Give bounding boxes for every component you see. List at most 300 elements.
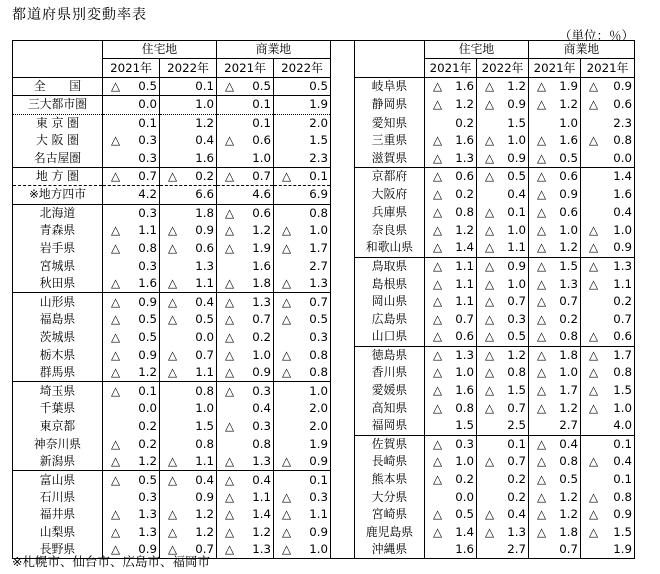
decrease-mark: △ (282, 524, 292, 539)
decrease-mark: △ (225, 347, 235, 362)
decrease-mark: △ (589, 524, 599, 539)
value-number: 0.7 (195, 347, 214, 362)
value-number: 0.2 (559, 312, 578, 327)
value-number: 1.3 (252, 542, 271, 557)
value-left (160, 453, 217, 471)
decrease-mark: △ (168, 472, 178, 487)
value-right: 0.0 (581, 149, 635, 167)
region-name-left: 福井県 (13, 506, 103, 523)
value-number: 0.8 (613, 365, 632, 380)
decrease-mark: △ (485, 383, 495, 398)
decrease-mark: △ (589, 258, 599, 273)
decrease-mark: △ (111, 240, 121, 255)
value-number: 1.1 (195, 454, 214, 469)
region-name-right: 鳥取県 (355, 257, 425, 275)
decrease-mark: △ (225, 78, 235, 93)
value-right (477, 222, 529, 239)
value-left (160, 346, 217, 364)
value-left (217, 132, 274, 149)
decrease-mark: △ (433, 365, 443, 380)
value-right (529, 96, 581, 114)
column-spacer (331, 186, 355, 204)
decrease-mark: △ (225, 418, 235, 433)
value-number: 1.6 (138, 276, 157, 291)
decrease-mark: △ (433, 436, 443, 451)
column-spacer (331, 222, 355, 239)
value-right (425, 435, 477, 453)
value-number: 1.3 (507, 524, 526, 539)
value-number: 0.5 (559, 472, 578, 487)
value-right (477, 311, 529, 328)
year-header: 2021年 (217, 59, 274, 77)
value-number: 1.2 (507, 79, 526, 94)
value-right (425, 257, 477, 275)
decrease-mark: △ (589, 223, 599, 238)
decrease-mark: △ (168, 312, 178, 327)
value-left (160, 471, 217, 489)
value-number: 0.6 (613, 329, 632, 344)
value-left: 1.5 (160, 417, 217, 435)
value-left (103, 346, 160, 364)
value-number: 0.8 (559, 329, 578, 344)
value-right (581, 96, 635, 114)
decrease-mark: △ (111, 454, 121, 469)
decrease-mark: △ (537, 489, 547, 504)
value-number: 1.3 (309, 276, 328, 291)
page-title: 都道府県別変動率表 (12, 7, 147, 23)
value-right (477, 96, 529, 114)
value-number: 1.0 (507, 276, 526, 291)
value-right (529, 204, 581, 222)
value-number: 1.0 (613, 401, 632, 415)
region-name-left: 大 阪 圏 (13, 132, 103, 149)
region-name-right: 鹿児島県 (355, 524, 425, 541)
region-name-right: 山口県 (355, 328, 425, 346)
decrease-mark: △ (485, 454, 495, 469)
value-right: 0.4 (581, 204, 635, 222)
value-left (103, 293, 160, 311)
decrease-mark: △ (537, 294, 547, 309)
value-number: 1.0 (252, 347, 271, 362)
region-name-right: 愛媛県 (355, 382, 425, 400)
decrease-mark: △ (433, 223, 443, 238)
decrease-mark: △ (433, 205, 443, 220)
value-right (529, 311, 581, 328)
value-left (103, 364, 160, 382)
decrease-mark: △ (433, 258, 443, 273)
value-left: 4.2 (103, 186, 160, 204)
value-right (425, 167, 477, 185)
value-left (160, 167, 217, 185)
region-name-right: 佐賀県 (355, 435, 425, 453)
value-number: 1.2 (252, 524, 271, 539)
decrease-mark: △ (485, 365, 495, 380)
decrease-mark: △ (282, 365, 292, 380)
region-name-right: 熊本県 (355, 471, 425, 489)
table-row (13, 364, 635, 382)
value-right (425, 400, 477, 417)
value-left (274, 541, 331, 559)
decrease-mark: △ (225, 205, 235, 220)
value-left (217, 417, 274, 435)
region-name-left: 新潟県 (13, 453, 103, 471)
value-right: 0.4 (477, 186, 529, 204)
decrease-mark: △ (537, 524, 547, 539)
value-left (103, 471, 160, 489)
decrease-mark: △ (111, 347, 121, 362)
column-spacer (331, 311, 355, 328)
region-name-left: 東 京 圏 (13, 114, 103, 132)
value-left (217, 471, 274, 489)
decrease-mark: △ (111, 294, 121, 309)
region-name-right: 宮崎県 (355, 506, 425, 523)
table-row (13, 132, 635, 149)
decrease-mark: △ (168, 347, 178, 362)
decrease-mark: △ (225, 507, 235, 522)
table-row (13, 204, 635, 222)
value-number: 1.1 (507, 240, 526, 255)
year-header: 2022年 (274, 59, 331, 77)
value-left (103, 167, 160, 185)
decrease-mark: △ (537, 312, 547, 327)
decrease-mark: △ (589, 329, 599, 344)
decrease-mark: △ (433, 276, 443, 291)
value-number: 1.0 (455, 454, 474, 469)
column-spacer (331, 293, 355, 311)
value-number: 1.1 (455, 276, 474, 291)
value-number: 1.5 (507, 383, 526, 398)
value-number: 0.6 (613, 97, 632, 112)
value-number: 1.3 (559, 276, 578, 291)
value-number: 0.2 (455, 472, 474, 487)
value-right: 0.2 (581, 293, 635, 311)
value-number: 1.7 (613, 347, 632, 362)
decrease-mark: △ (537, 365, 547, 380)
decrease-mark: △ (433, 79, 443, 94)
region-name-left: 山形県 (13, 293, 103, 311)
value-number: 1.0 (309, 542, 328, 557)
decrease-mark: △ (111, 436, 121, 451)
value-left: 1.0 (160, 400, 217, 417)
value-left (217, 77, 274, 95)
value-right (425, 364, 477, 382)
value-number: 1.1 (138, 223, 157, 238)
region-name-right: 沖縄県 (355, 541, 425, 559)
value-right: 1.9 (581, 541, 635, 559)
table-row (13, 149, 635, 167)
value-left: 2.3 (274, 149, 331, 167)
decrease-mark: △ (537, 205, 547, 220)
value-left (103, 311, 160, 328)
value-number: 1.3 (455, 150, 474, 165)
value-number: 0.3 (309, 489, 328, 504)
value-right (529, 453, 581, 471)
value-left: 0.3 (274, 328, 331, 346)
column-spacer (331, 204, 355, 222)
region-name-right: 島根県 (355, 275, 425, 293)
value-number: 0.8 (309, 365, 328, 380)
value-right (477, 524, 529, 541)
value-right (425, 96, 477, 114)
decrease-mark: △ (589, 507, 599, 522)
value-right (425, 293, 477, 311)
value-left (274, 364, 331, 382)
column-spacer (331, 149, 355, 167)
value-right (425, 77, 477, 95)
value-right (581, 222, 635, 239)
value-right (529, 186, 581, 204)
value-number: 0.1 (507, 205, 526, 220)
decrease-mark: △ (225, 454, 235, 469)
value-right (529, 239, 581, 257)
region-name-left: 富山県 (13, 471, 103, 489)
value-left (274, 222, 331, 239)
value-number: 1.2 (559, 489, 578, 504)
decrease-mark: △ (282, 347, 292, 362)
decrease-mark: △ (589, 97, 599, 112)
value-left (160, 524, 217, 541)
value-left (217, 506, 274, 523)
table-row (13, 96, 635, 114)
value-right (581, 257, 635, 275)
decrease-mark: △ (485, 347, 495, 362)
decrease-mark: △ (485, 205, 495, 220)
value-left (217, 293, 274, 311)
value-left (103, 506, 160, 523)
value-number: 0.9 (507, 258, 526, 273)
value-number: 1.1 (252, 489, 271, 504)
value-number: 1.0 (559, 223, 578, 238)
decrease-mark: △ (589, 240, 599, 255)
value-left: 0.4 (217, 400, 274, 417)
value-number: 1.7 (309, 240, 328, 255)
value-number: 0.3 (138, 133, 157, 148)
value-number: 0.3 (455, 436, 474, 451)
decrease-mark: △ (225, 223, 235, 238)
value-number: 1.0 (507, 133, 526, 148)
decrease-mark: △ (433, 187, 443, 202)
region-name-left: ※地方四市 (13, 186, 103, 204)
value-left: 0.1 (217, 96, 274, 114)
value-number: 0.1 (309, 168, 328, 183)
value-left: 0.3 (103, 149, 160, 167)
value-number: 1.4 (252, 507, 271, 522)
value-left (217, 239, 274, 257)
value-number: 0.6 (252, 133, 271, 148)
decrease-mark: △ (485, 223, 495, 238)
region-name-left: 宮城県 (13, 257, 103, 275)
region-name-left: 北海道 (13, 204, 103, 222)
value-number: 1.8 (559, 347, 578, 362)
value-number: 0.2 (455, 187, 474, 202)
value-left (217, 311, 274, 328)
value-number: 0.3 (252, 383, 271, 398)
value-number: 0.4 (195, 472, 214, 487)
value-right: 2.7 (477, 541, 529, 559)
value-number: 1.2 (559, 240, 578, 255)
value-number: 0.9 (559, 187, 578, 202)
decrease-mark: △ (282, 276, 292, 291)
decrease-mark: △ (225, 365, 235, 380)
value-right: 0.0 (425, 489, 477, 506)
value-left: 0.1 (160, 77, 217, 95)
value-left: 0.8 (274, 204, 331, 222)
decrease-mark: △ (433, 472, 443, 487)
value-right (529, 506, 581, 523)
value-right (477, 257, 529, 275)
decrease-mark: △ (433, 150, 443, 165)
decrease-mark: △ (433, 133, 443, 148)
value-right (425, 346, 477, 364)
value-number: 1.9 (252, 240, 271, 255)
value-right (425, 506, 477, 523)
value-number: 0.9 (138, 542, 157, 557)
decrease-mark: △ (168, 454, 178, 469)
value-right: 0.2 (477, 471, 529, 489)
value-number: 1.0 (613, 223, 632, 238)
header-commercial-right: 商業地 (529, 41, 635, 59)
value-left (160, 239, 217, 257)
value-number: 0.9 (252, 365, 271, 380)
value-left: 0.3 (103, 257, 160, 275)
decrease-mark: △ (537, 150, 547, 165)
value-right: 2.3 (581, 114, 635, 132)
region-name-right: 大分県 (355, 489, 425, 506)
header-residential-left: 住宅地 (103, 41, 217, 59)
value-right (529, 382, 581, 400)
decrease-mark: △ (225, 542, 235, 557)
decrease-mark: △ (537, 507, 547, 522)
value-number: 0.6 (559, 169, 578, 184)
column-spacer (331, 506, 355, 523)
footnote: ※札幌市、仙台市、広島市、福岡市 (12, 554, 210, 569)
value-number: 1.2 (507, 347, 526, 362)
value-number: 0.9 (195, 223, 214, 238)
value-left: 0.1 (274, 471, 331, 489)
value-left (160, 293, 217, 311)
value-right (529, 257, 581, 275)
decrease-mark: △ (485, 294, 495, 309)
value-left: 0.9 (160, 489, 217, 506)
decrease-mark: △ (537, 347, 547, 362)
decrease-mark: △ (225, 294, 235, 309)
column-spacer (331, 435, 355, 453)
region-name-left: 青森県 (13, 222, 103, 239)
value-number: 0.2 (252, 329, 271, 344)
value-right: 0.1 (581, 435, 635, 453)
value-right (425, 275, 477, 293)
value-number: 0.9 (613, 507, 632, 522)
value-number: 0.8 (613, 133, 632, 148)
decrease-mark: △ (589, 347, 599, 362)
decrease-mark: △ (282, 168, 292, 183)
decrease-mark: △ (485, 79, 495, 94)
value-right (425, 382, 477, 400)
decrease-mark: △ (282, 542, 292, 557)
value-left: 0.5 (274, 77, 331, 95)
decrease-mark: △ (537, 97, 547, 112)
column-spacer (331, 167, 355, 185)
decrease-mark: △ (168, 223, 178, 238)
value-number: 1.2 (559, 507, 578, 522)
decrease-mark: △ (111, 507, 121, 522)
decrease-mark: △ (485, 312, 495, 327)
value-number: 1.8 (559, 524, 578, 539)
value-left: 2.7 (274, 257, 331, 275)
value-right (477, 364, 529, 382)
change-rate-table (12, 40, 635, 559)
region-name-right: 広島県 (355, 311, 425, 328)
region-name-right: 大阪府 (355, 186, 425, 204)
value-left (274, 453, 331, 471)
value-right (425, 311, 477, 328)
value-left (274, 506, 331, 523)
region-name-right: 岐阜県 (355, 77, 425, 95)
value-number: 0.5 (455, 507, 474, 522)
region-name-left: 山梨県 (13, 524, 103, 541)
value-right (529, 149, 581, 167)
value-number: 0.7 (507, 401, 526, 415)
table-row (13, 167, 635, 185)
region-name-left: 群馬県 (13, 364, 103, 382)
value-number: 0.2 (138, 436, 157, 451)
value-right (425, 186, 477, 204)
value-right (477, 346, 529, 364)
region-name-left: 名古屋圏 (13, 149, 103, 167)
value-left (103, 453, 160, 471)
region-name-right: 静岡県 (355, 96, 425, 114)
value-left: 0.0 (103, 96, 160, 114)
value-number: 1.2 (455, 223, 474, 238)
value-right: 2.5 (477, 417, 529, 435)
decrease-mark: △ (225, 276, 235, 291)
value-number: 1.8 (252, 276, 271, 291)
region-name-right: 長崎県 (355, 453, 425, 471)
region-name-right: 福岡県 (355, 417, 425, 435)
value-left (103, 132, 160, 149)
value-right (529, 364, 581, 382)
value-left (217, 167, 274, 185)
decrease-mark: △ (537, 133, 547, 148)
value-number: 0.5 (507, 329, 526, 344)
value-number: 1.5 (613, 524, 632, 539)
value-right: 0.1 (477, 435, 529, 453)
region-name-left: 埼玉県 (13, 382, 103, 400)
decrease-mark: △ (485, 276, 495, 291)
value-number: 1.4 (455, 524, 474, 539)
value-number: 1.3 (138, 507, 157, 522)
value-number: 0.8 (138, 240, 157, 255)
value-right (581, 382, 635, 400)
value-left (103, 77, 160, 95)
column-spacer (331, 257, 355, 275)
decrease-mark: △ (433, 312, 443, 327)
value-number: 0.6 (252, 205, 271, 220)
decrease-mark: △ (111, 329, 121, 344)
region-name-right: 兵庫県 (355, 204, 425, 222)
value-right (477, 167, 529, 185)
decrease-mark: △ (433, 524, 443, 539)
value-right (477, 149, 529, 167)
region-name-right: 和歌山県 (355, 239, 425, 257)
decrease-mark: △ (537, 258, 547, 273)
decrease-mark: △ (485, 97, 495, 112)
value-number: 0.9 (138, 347, 157, 362)
value-number: 1.1 (455, 294, 474, 309)
year-header: 2021年 (529, 59, 581, 77)
value-left: 1.0 (217, 149, 274, 167)
decrease-mark: △ (111, 472, 121, 487)
